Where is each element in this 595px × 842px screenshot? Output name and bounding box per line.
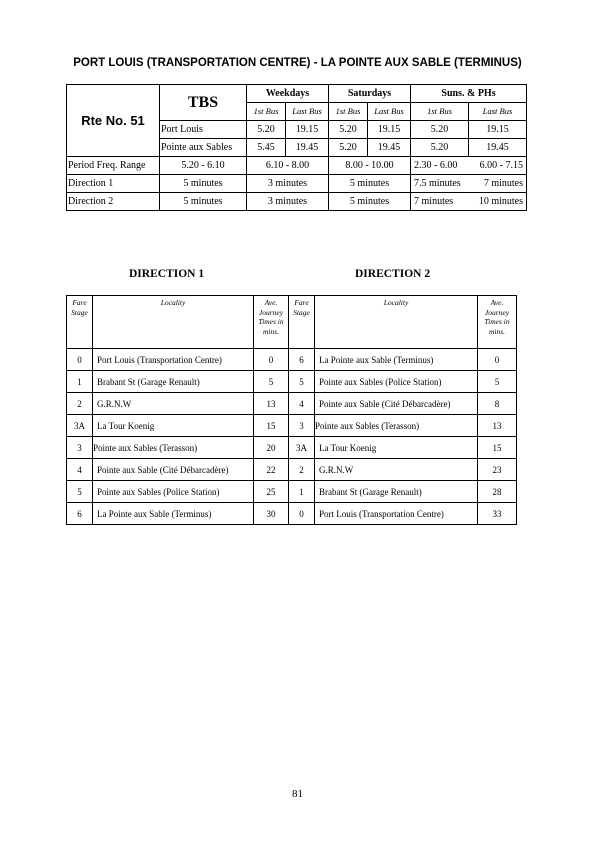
locality-cell: Port Louis (Transportation Centre) <box>93 349 254 371</box>
row-label: Period Freq. Range <box>67 157 160 175</box>
interval-part: 7 minutes <box>483 178 524 189</box>
header-line: Times in <box>258 317 284 326</box>
journey-time-cell: 5 <box>254 371 289 393</box>
locality-header: Locality <box>93 296 254 349</box>
locality-header: Locality <box>315 296 478 349</box>
time-cell: 5.20 <box>411 121 469 139</box>
locality-cell: Pointe aux Sables (Police Station) <box>93 481 254 503</box>
header-line: Journey <box>258 307 284 317</box>
weekdays-header: Weekdays <box>247 85 329 103</box>
fare-stage-cell: 3 <box>67 437 93 459</box>
header-line: mins. <box>488 326 506 336</box>
fare-stage-cell: 3A <box>67 415 93 437</box>
page-number: 81 <box>292 788 303 800</box>
fare-stage-cell: 4 <box>289 393 315 415</box>
page-title: PORT LOUIS (TRANSPORTATION CENTRE) - LA POINTE AUX SABLE (TERMINUS) <box>73 57 522 69</box>
header-line: Fare <box>294 298 309 307</box>
direction-2-row <box>67 193 527 211</box>
fare-stage-cell: 1 <box>289 481 315 503</box>
interval-part: 7.5 minutes <box>414 178 461 189</box>
direction-1-heading: DIRECTION 1 <box>129 268 205 280</box>
journey-time-cell: 0 <box>254 349 289 371</box>
header-line: Ave. <box>490 298 504 307</box>
direction-2-heading: DIRECTION 2 <box>355 268 431 280</box>
fare-stage-cell: 6 <box>67 503 93 525</box>
journey-time-cell: 28 <box>478 481 517 503</box>
locality-cell: Pointe aux Sable (Cité Débarcadère) <box>93 459 254 481</box>
journey-time-header <box>254 296 289 349</box>
first-bus-header: 1st Bus <box>329 103 368 121</box>
journey-time-header <box>478 296 517 349</box>
locality-cell: La Pointe aux Sable (Terminus) <box>315 349 478 371</box>
interval-cell: 5 minutes <box>329 193 411 211</box>
last-bus-header: Last Bus <box>286 103 329 121</box>
header-line: Stage <box>293 307 310 317</box>
fare-stage-cell: 2 <box>289 459 315 481</box>
fare-stage-cell: 0 <box>289 503 315 525</box>
header-line: Ave. <box>264 298 278 307</box>
locality-cell: Pointe aux Sable (Cité Débarcadère) <box>315 393 478 415</box>
time-cell: 5.20 <box>329 139 368 157</box>
last-bus-header: Last Bus <box>368 103 411 121</box>
stage-row <box>67 415 517 437</box>
time-cell: 19.45 <box>368 139 411 157</box>
freq-cell: 5.20 - 6.10 <box>160 157 247 175</box>
fare-stage-cell: 5 <box>289 371 315 393</box>
fare-stage-cell: 1 <box>67 371 93 393</box>
locality-cell: Brabant St (Garage Renault) <box>93 371 254 393</box>
journey-time-cell: 20 <box>254 437 289 459</box>
frequency-row <box>67 157 527 175</box>
journey-time-cell: 30 <box>254 503 289 525</box>
fare-stage-cell: 3 <box>289 415 315 437</box>
time-cell: 19.15 <box>469 121 527 139</box>
locality-cell: G.R.N.W <box>93 393 254 415</box>
interval-cell: 3 minutes <box>247 175 329 193</box>
fare-stage-cell: 6 <box>289 349 315 371</box>
locality-cell: La Tour Koenig <box>93 415 254 437</box>
time-cell: 19.15 <box>286 121 329 139</box>
fare-stage-cell: 2 <box>67 393 93 415</box>
fare-stage-cell: 3A <box>289 437 315 459</box>
locality-cell: La Tour Koenig <box>315 437 478 459</box>
locality-cell: La Pointe aux Sable (Terminus) <box>93 503 254 525</box>
journey-time-cell: 25 <box>254 481 289 503</box>
journey-time-cell: 15 <box>254 415 289 437</box>
time-cell: 5.20 <box>329 121 368 139</box>
stage-row <box>67 437 517 459</box>
journey-time-cell: 33 <box>478 503 517 525</box>
header-line: Times in <box>484 317 510 326</box>
journey-time-cell: 22 <box>254 459 289 481</box>
stage-row <box>67 481 517 503</box>
time-cell: 5.20 <box>247 121 286 139</box>
row-label: Direction 2 <box>67 193 160 211</box>
freq-part: 6.00 - 7.15 <box>479 160 524 171</box>
header-line: Stage <box>71 307 88 317</box>
saturdays-header: Saturdays <box>329 85 411 103</box>
terminus-name: Port Louis <box>160 121 247 139</box>
fare-stage-cell: 5 <box>67 481 93 503</box>
interval-cell <box>411 175 527 193</box>
first-bus-header: 1st Bus <box>411 103 469 121</box>
interval-cell: 5 minutes <box>160 175 247 193</box>
fare-stage-header <box>289 296 315 349</box>
interval-cell: 5 minutes <box>329 175 411 193</box>
interval-cell: 3 minutes <box>247 193 329 211</box>
interval-cell: 5 minutes <box>160 193 247 211</box>
journey-time-cell: 23 <box>478 459 517 481</box>
schedule-table <box>66 84 527 211</box>
last-bus-header: Last Bus <box>469 103 527 121</box>
header-line: Fare <box>72 298 87 307</box>
time-cell: 5.45 <box>247 139 286 157</box>
fare-stage-table <box>66 295 517 525</box>
locality-cell: Brabant St (Garage Renault) <box>315 481 478 503</box>
stage-row <box>67 349 517 371</box>
freq-cell: 8.00 - 10.00 <box>329 157 411 175</box>
fare-stage-header <box>67 296 93 349</box>
time-cell: 5.20 <box>411 139 469 157</box>
interval-part: 10 minutes <box>478 196 524 207</box>
locality-cell: Pointe aux Sables (Police Station) <box>315 371 478 393</box>
terminus-name: Pointe aux Sables <box>160 139 247 157</box>
journey-time-cell: 13 <box>478 415 517 437</box>
route-number: Rte No. 51 <box>67 85 160 157</box>
stage-row <box>67 393 517 415</box>
locality-cell: Pointe aux Sables (Terasson) <box>93 437 254 459</box>
stage-row <box>67 371 517 393</box>
first-bus-header: 1st Bus <box>247 103 286 121</box>
stage-row <box>67 503 517 525</box>
locality-cell: Pointe aux Sables (Terasson) <box>315 415 478 437</box>
time-cell: 19.15 <box>368 121 411 139</box>
header-line: Journey <box>484 307 510 317</box>
direction-1-row <box>67 175 527 193</box>
stage-row <box>67 459 517 481</box>
header-line: mins. <box>262 326 280 336</box>
fare-stage-cell: 0 <box>67 349 93 371</box>
journey-time-cell: 13 <box>254 393 289 415</box>
journey-time-cell: 0 <box>478 349 517 371</box>
locality-cell: G.R.N.W <box>315 459 478 481</box>
freq-part: 2.30 - 6.00 <box>414 160 458 171</box>
freq-cell <box>411 157 527 175</box>
freq-cell: 6.10 - 8.00 <box>247 157 329 175</box>
sundays-header: Suns. & PHs <box>411 85 527 103</box>
journey-time-cell: 8 <box>478 393 517 415</box>
journey-time-cell: 5 <box>478 371 517 393</box>
fare-stage-cell: 4 <box>67 459 93 481</box>
interval-cell <box>411 193 527 211</box>
journey-time-cell: 15 <box>478 437 517 459</box>
tbs-header: TBS <box>160 85 247 121</box>
locality-cell: Port Louis (Transportation Centre) <box>315 503 478 525</box>
row-label: Direction 1 <box>67 175 160 193</box>
interval-part: 7 minutes <box>414 196 454 207</box>
time-cell: 19.45 <box>469 139 527 157</box>
time-cell: 19.45 <box>286 139 329 157</box>
